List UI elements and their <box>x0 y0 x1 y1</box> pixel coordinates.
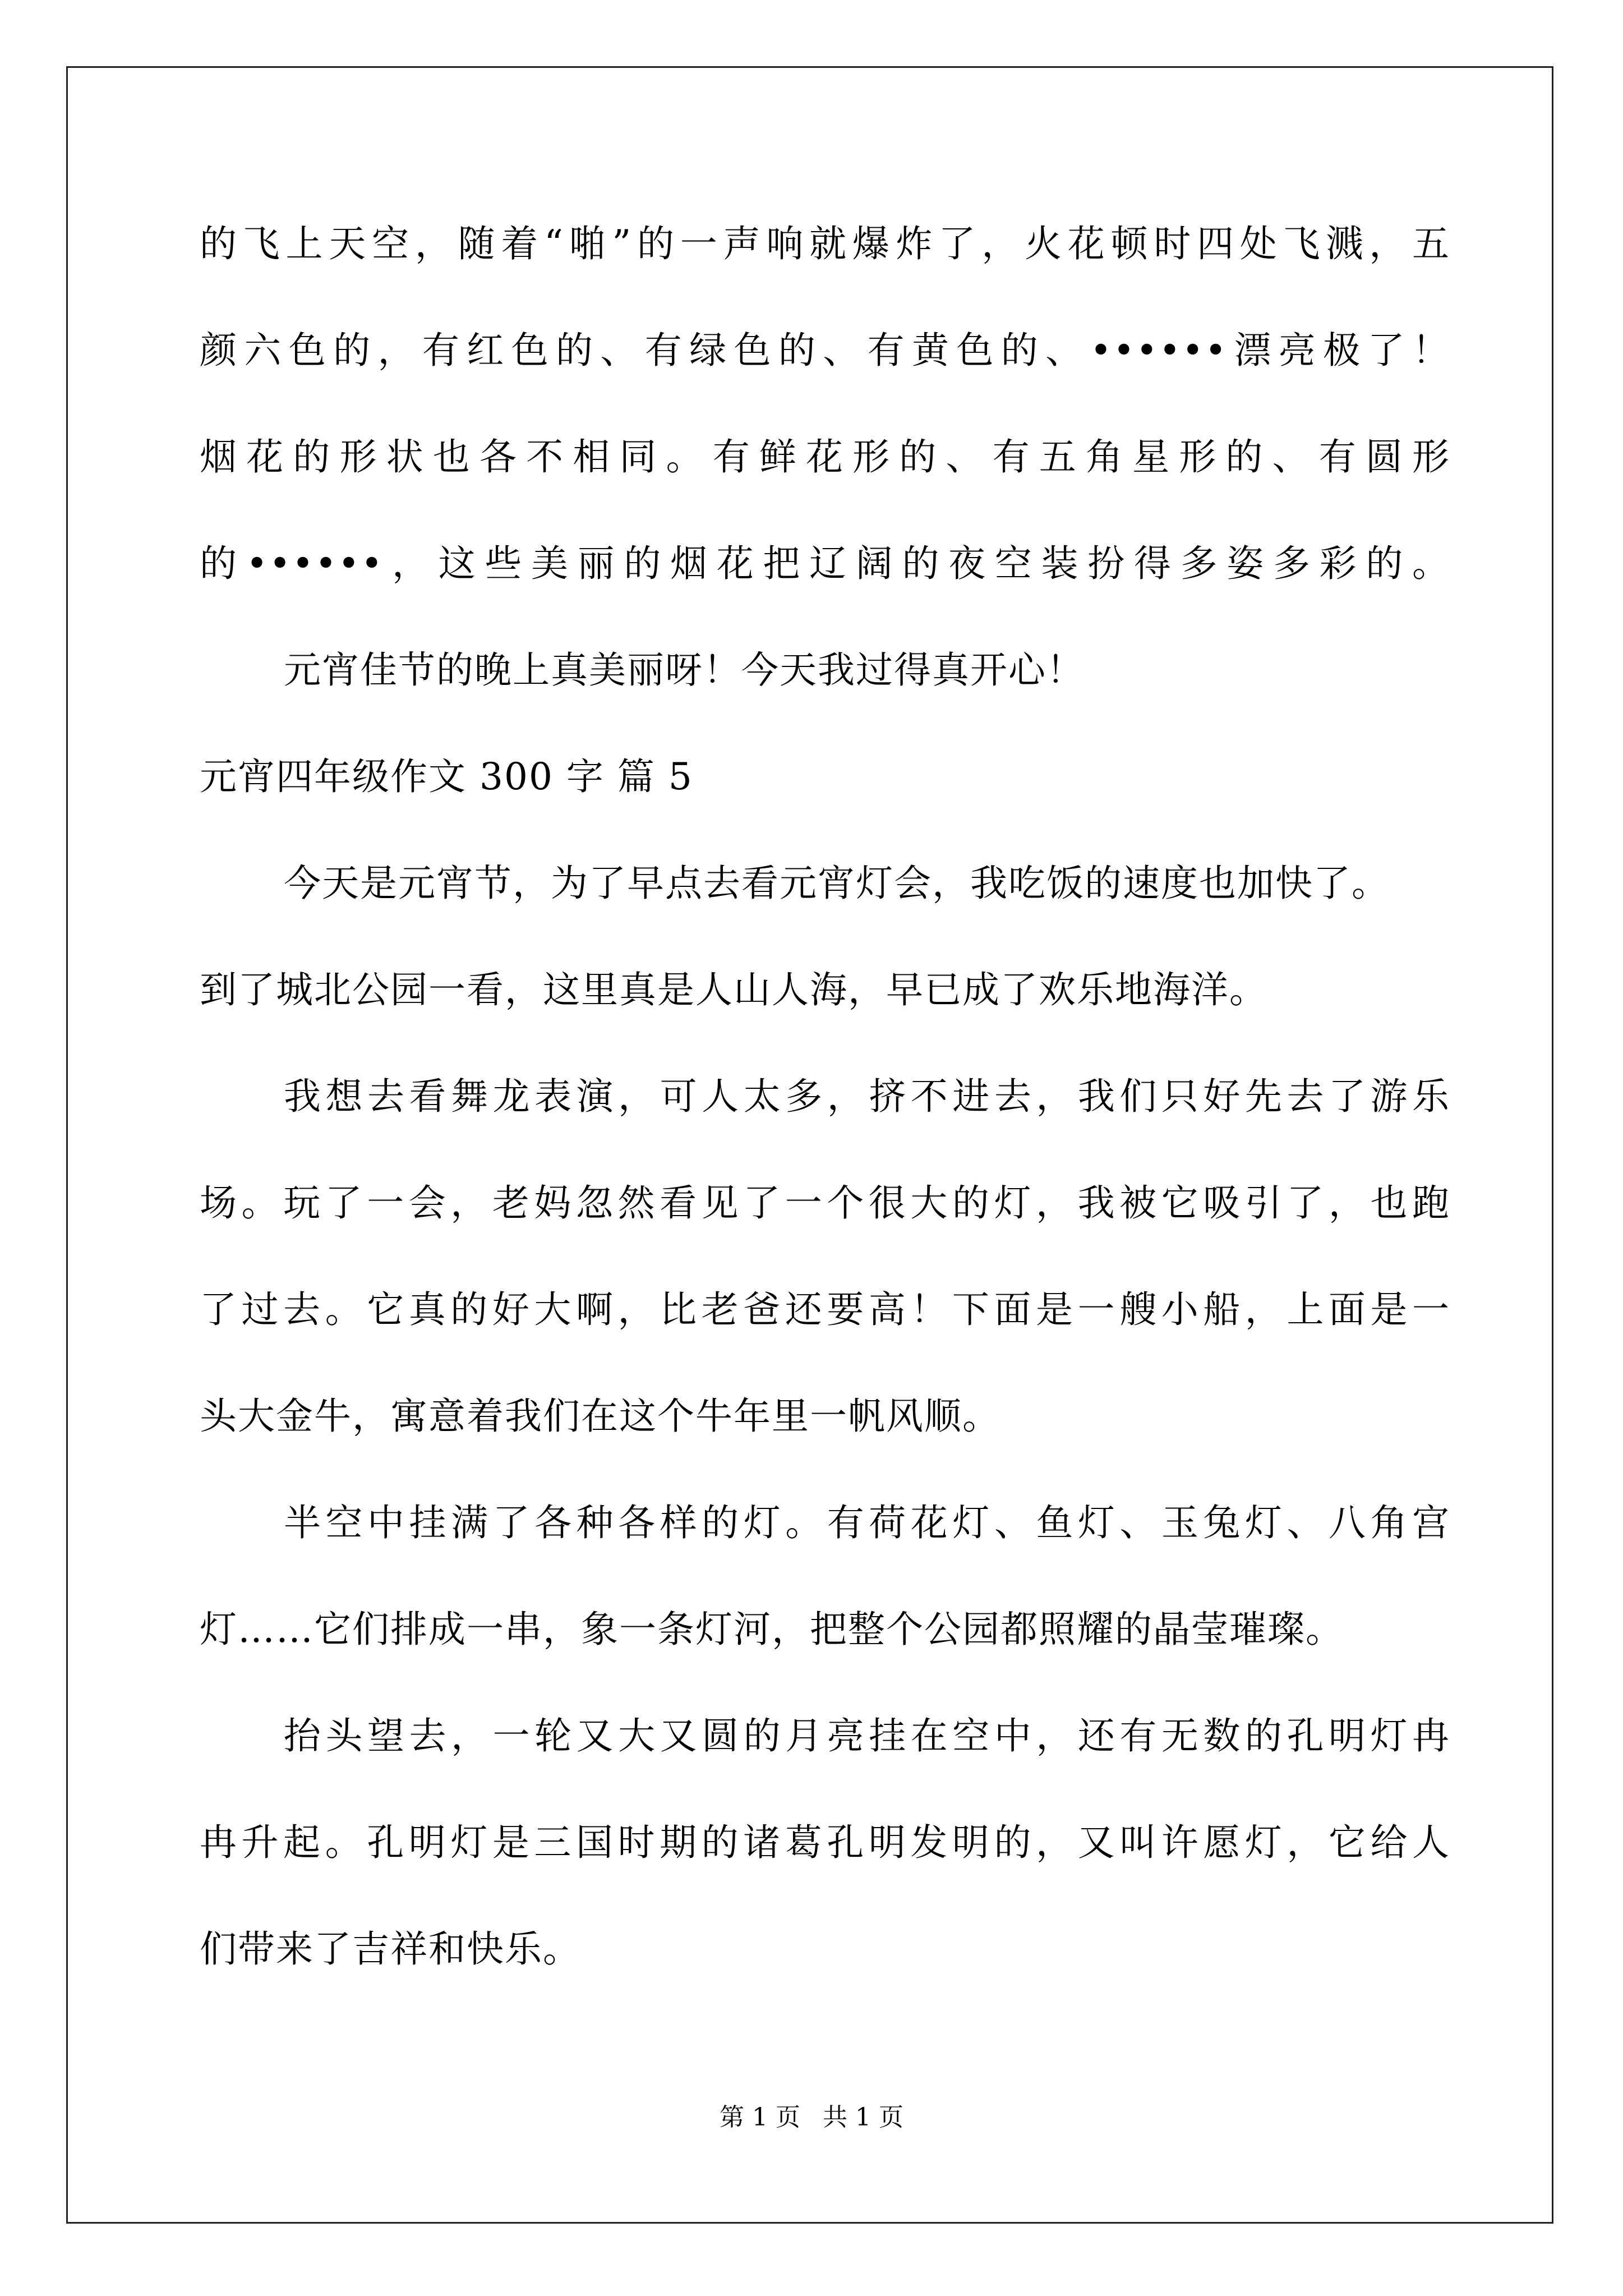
text-line: 灯……它们排成一串，象一条灯河，把整个公园都照耀的晶莹璀璨。 <box>200 1608 1344 1651</box>
paragraph-line: 我想去看舞龙表演，可人太多，挤不进去，我们只好先去了游乐 <box>284 1075 1450 1118</box>
text-line: 场。玩了一会，老妈忽然看见了一个很大的灯，我被它吸引了，也跑 <box>200 1181 1450 1225</box>
text-line: 到了城北公园一看，这里真是人山人海，早已成了欢乐地海洋。 <box>200 968 1267 1011</box>
page-footer <box>0 2097 1623 2133</box>
text-line: 烟花的形状也各不相同。有鲜花形的、有五角星形的、有圆形 <box>200 435 1450 478</box>
text-line: 们带来了吉祥和快乐。 <box>200 1927 581 1971</box>
section-heading: 元宵四年级作文 300 字 篇 5 <box>200 755 693 798</box>
page-total: 共 1 页 <box>823 2103 903 2132</box>
text-line: 的••••••，这些美丽的烟花把辽阔的夜空装扮得多姿多彩的。 <box>200 542 1450 585</box>
text-line: 的飞上天空，随着“啪”的一声响就爆炸了，火花顿时四处飞溅，五 <box>200 222 1450 265</box>
text-line: 了过去。它真的好大啊，比老爸还要高！下面是一艘小船，上面是一 <box>200 1288 1450 1331</box>
paragraph-line: 半空中挂满了各种各样的灯。有荷花灯、鱼灯、玉兔灯、八角宫 <box>284 1501 1450 1544</box>
text-line: 冉升起。孔明灯是三国时期的诸葛孔明发明的，又叫许愿灯，它给人 <box>200 1821 1450 1864</box>
paragraph-line: 今天是元宵节，为了早点去看元宵灯会，我吃饭的速度也加快了。 <box>284 862 1390 905</box>
document-body <box>200 213 1450 2025</box>
text-line: 颜六色的，有红色的、有绿色的、有黄色的、••••••漂亮极了！ <box>200 329 1450 372</box>
paragraph-line: 抬头望去，一轮又大又圆的月亮挂在空中，还有无数的孔明灯冉 <box>284 1714 1450 1757</box>
text-line: 头大金牛，寓意着我们在这个牛年里一帆风顺。 <box>200 1395 1000 1438</box>
page-number: 第 1 页 <box>720 2103 800 2132</box>
paragraph-line: 元宵佳节的晚上真美丽呀！今天我过得真开心！ <box>284 648 1085 692</box>
